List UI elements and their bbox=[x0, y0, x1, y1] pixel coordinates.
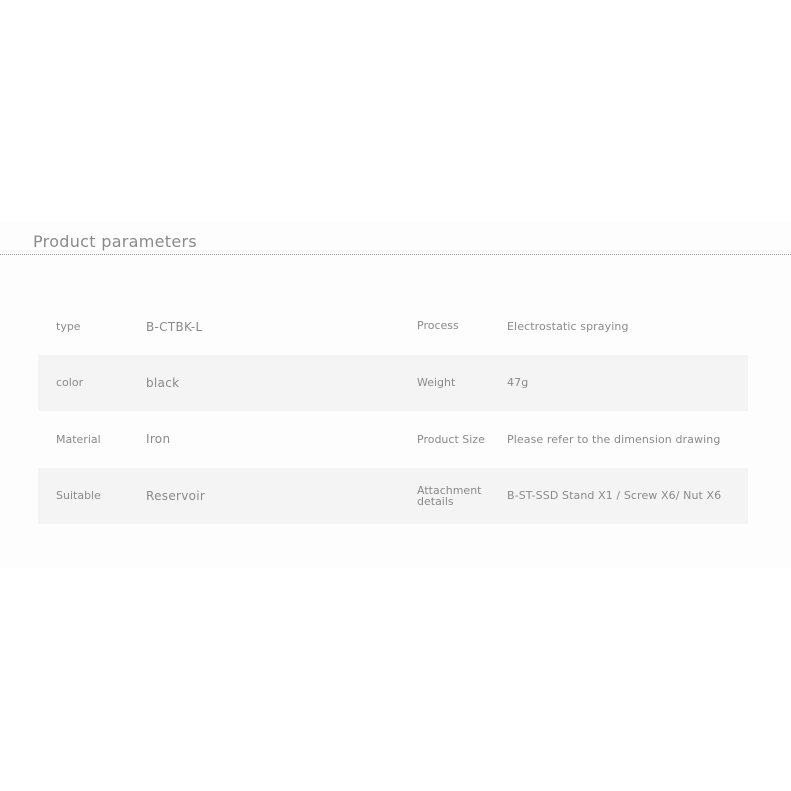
table-row bbox=[38, 298, 748, 355]
param-value: B-CTBK-L bbox=[146, 320, 203, 334]
param-value: Iron bbox=[146, 432, 171, 447]
table-row bbox=[38, 355, 748, 412]
table-row bbox=[38, 468, 748, 525]
title-divider bbox=[0, 254, 791, 255]
param-label: type bbox=[56, 320, 81, 333]
param-label: Attachment details bbox=[417, 483, 482, 508]
param-value: Reservoir bbox=[146, 488, 206, 503]
param-label: Suitable bbox=[56, 489, 101, 503]
param-value: black bbox=[146, 375, 180, 390]
table-row bbox=[38, 411, 748, 468]
param-label: Material bbox=[56, 432, 101, 446]
param-value: 47g bbox=[507, 376, 529, 390]
section-title: Product parameters bbox=[33, 232, 198, 251]
param-label: color bbox=[56, 376, 84, 390]
param-value: B-ST-SSD Stand X1 / Screw X6/ Nut X6 bbox=[507, 489, 722, 503]
param-value: Please refer to the dimension drawing bbox=[507, 432, 721, 446]
param-label: Process bbox=[417, 319, 459, 332]
param-label: Product Size bbox=[417, 432, 485, 446]
param-label: Weight bbox=[417, 376, 456, 390]
param-value: Electrostatic spraying bbox=[507, 320, 629, 333]
parameters-table bbox=[38, 298, 748, 524]
